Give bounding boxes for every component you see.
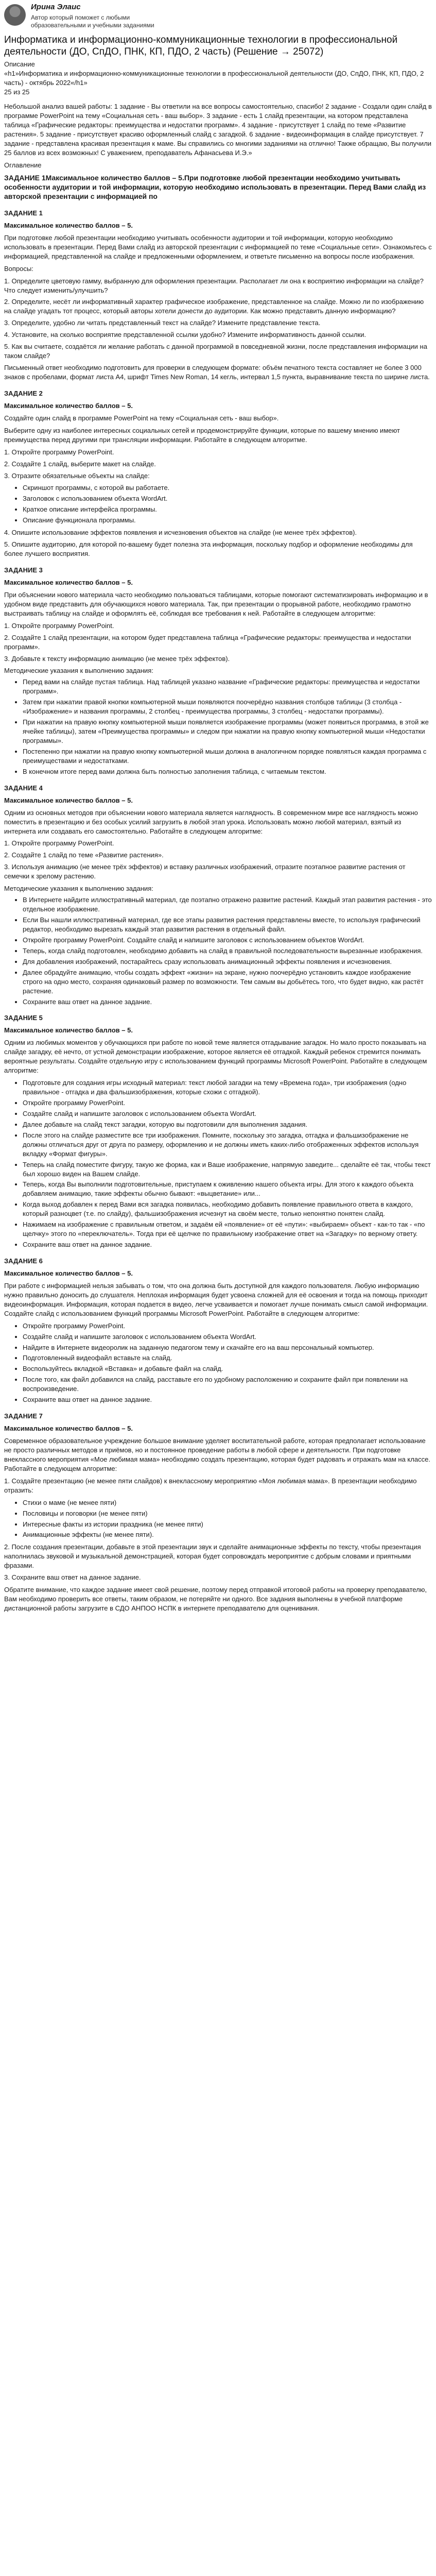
task2-paragraph: Выберите одну из наиболее интересных социальных сетей и продемонстрируйте функции, которые по вашему мнению имеют преимущества перед другими при трансляции информации. Работайте в следующем алгоритме. — [4, 426, 400, 444]
task7-steps — [4, 1477, 432, 1495]
toc-label: Оглавление — [4, 161, 42, 169]
author-description: Автор который поможет с любыми образовательными и учебными заданиями — [31, 13, 154, 29]
task3-methods — [4, 677, 432, 776]
task1-question: 1. Определите цветовую гамму, выбранную для оформления презентации. Располагает ли она к восприятию информации на слайде? Что следует изменить/улучшить? — [4, 277, 424, 294]
task1-question: Письменный ответ необходимо подготовить для проверки в следующем формате: объём печатного текста составляет не более 3 000 знаков с пробелами, формат листа А4, шрифт Times New Roman, 14 кегль, интервал 1,5 пункта, выравнивание текста по ширине листа. — [4, 364, 430, 381]
task2-step: 2. Создайте 1 слайд, выберите макет на слайде. — [4, 460, 156, 468]
task4-method: • Далее обрадуйте анимацию, чтобы создать эффект «жизни» на экране, нужно поочерёдно установить каждое изображение строго на одно место, сохраняя одинаковый размер по возможности. Тем самым вы добьётесь того, что будет видно, как растёт растение. — [23, 968, 432, 996]
task2-step: 5. Опишите аудиторию, для которой по-вашему будет полезна эта информация, поскольку подбор и оформление необходимы для более лучшего восприятия. — [4, 540, 413, 558]
task3-score: Максимальное количество баллов – 5. — [4, 578, 133, 586]
task6-method: • Подготовленный видеофайл вставьте на слайд. — [23, 1353, 432, 1363]
task5-method: • Далее добавьте на слайд текст загадки, которую вы подготовили для выполнения задания. — [23, 1120, 432, 1129]
task2-object: • Скриншот программы, с которой вы работаете. — [23, 483, 432, 493]
task5-method: • Создайте слайд и напишите заголовок с использованием объекта WordArt. — [23, 1109, 432, 1118]
task7-steps-after — [4, 1543, 432, 1582]
task1-question: 3. Определите, удобно ли читать представленный текст на слайде? Измените представление текста. — [4, 319, 321, 327]
task4-step: 3. Используя анимацию (не менее трёх эффектов) и вставку различных изображений, отразите поэтапное развитие растения от семечки к зрелому растению. — [4, 863, 406, 880]
task3-method: • При нажатии на правую кнопку компьютерной мыши появляется изображение программы (может появиться программа, в этой же ячейке таблицы), затем «Преимущества программы» и следом при нажатии на правую кнопку компьютерной мыши «Недостатки программы». — [23, 718, 432, 745]
task7-object: • Пословицы и поговорки (не менее пяти) — [23, 1509, 432, 1518]
task1-intro: При подготовке любой презентации необходимо учитывать особенности аудитории и той информации, которую необходимо использовать в презентации. Перед Вами слайд из авторской презентации с информацией по теме «Социальные сети». Ознакомьтесь с информацией, представленной на слайде и предложенными оформлением, и ответьте письменно на вопросы после изображения. — [4, 233, 432, 260]
task4-method: • Теперь, когда слайд подготовлен, необходимо добавить на слайд в правильной последовательности вырезанные изображения. — [23, 946, 432, 956]
task7-intro: Современное образовательное учреждение большое внимание уделяет воспитательной работе, которая предполагает использование не просто различных методов и приёмов, но и постоянное проведение работы в любой сфере и деятельности. При подготовке внеклассного мероприятия «Мое любимая мама» необходимо создать презентацию, которая будет радовать и отражать мам на классе. Работайте в следующем алгоритме: — [4, 1437, 430, 1472]
task4-steps — [4, 839, 432, 881]
task5-score: Максимальное количество баллов – 5. — [4, 1026, 133, 1035]
task6-method: • Найдите в Интернете видеоролик на заданную педагогом тему и скачайте его на ваш персональный компьютер. — [23, 1343, 432, 1352]
task4-step: 2. Создайте 1 слайд по теме «Развитие растения». — [4, 851, 164, 859]
task4-intro: Одним из основных методов при объяснении нового материала является наглядность. В современном мире все наглядность можно поместить в презентацию и без особых усилий загрузить в любой этап урока. Использовать можно любой материал, взятый из интернета или создавать его самостоятельно. Работайте в следующем алгоритме: — [4, 808, 418, 835]
task2-intro: Создайте один слайд в программе PowerPoint на тему «Социальная сеть - ваш выбор». — [4, 414, 279, 422]
task1-question: 4. Установите, на сколько восприятие представленной ссылки удобно? Измените информативность данной ссылки. — [4, 331, 367, 339]
task3-steps — [4, 621, 432, 664]
author-info — [31, 2, 185, 30]
task2-object: • Заголовок с использованием объекта WordArt. — [23, 494, 432, 503]
task2-heading: ЗАДАНИЕ 2 — [4, 389, 43, 397]
task3-method: • В конечном итоге перед вами должна быть полностью заполнения таблица, с читаемым текстом. — [23, 767, 432, 776]
task5-method: • Нажимаем на изображение с правильным ответом, и задаём ей «появление» от её «пути»: «выбираем» объект - как-то так - «по щелчку» этого по «переключатель». Тогда при её щелчке по правильному изображение ответ на «Загадку» по верному ответу. — [23, 1220, 432, 1239]
author-avatar[interactable] — [4, 4, 26, 26]
task7-step: 3. Сохраните ваш ответ на данное задание. — [4, 1573, 141, 1582]
teacher-feedback: Небольшой анализ вашей работы: 1 задание - Вы ответили на все вопросы самостоятельно, спасибо! 2 задание - Создали один слайд в программе PowerPoint на тему «Социальная сеть - ваш выбор». 3 задание - есть 1 слайд презентации, на котором представлена таблица «Графические редакторы: преимущества и недостатки программ». 4 задание - присутствует 1 слайд по теме «Развитие растения». 5 задание - присутствует красиво оформленный слайд с загадкой. 6 задание - видеоинформация в слайде присутствует. 7 задание - представлена красивая презентация к маме. Вы справились со многими заданиями на отлично! Также обращаю, Вы получили 25 баллов из всех возможных! С уважением, преподаватель Афанасьева И.Э.» — [4, 102, 432, 157]
task3-method: • Перед вами на слайде пустая таблица. Над таблицей указано название «Графические редакторы: преимущества и недостатки программ». — [23, 677, 432, 696]
task6-intro: При работе с информацией нельзя забывать о том, что она должна быть доступной для каждого пользователя. Любую информацию нужно правильно доносить до слушателя. Неплохая информация будет усвоена сложней для её освоения и тогда на помощь приходит видеоинформация. Информация, которая подается в видео, легче усваивается и помогает лучше понимать смысл самой информации. Создайте слайд с использованием функций программы Microsoft PowerPoint. Работайте в следующем алгоритме: — [4, 1281, 428, 1317]
task6-method: • После того, как файл добавился на слайд, расставьте его по удобному расположению и сохраните файл при появлении на воспроизведение. — [23, 1375, 432, 1394]
task7-score: Максимальное количество баллов – 5. — [4, 1425, 133, 1433]
author-block — [4, 2, 432, 30]
task2-score: Максимальное количество баллов – 5. — [4, 401, 133, 410]
task7-heading: ЗАДАНИЕ 7 — [4, 1412, 43, 1420]
task2-objects — [4, 483, 432, 525]
task1-question: 5. Как вы считаете, создаётся ли желание работать с данной программой в повседневной жизни, после представления информации на таком слайде? — [4, 343, 427, 360]
task5-method: • Сохраните ваш ответ на данное задание. — [23, 1240, 432, 1249]
task6-methods — [4, 1321, 432, 1405]
task5-method: • После этого на слайде разместите все три изображения. Помните, поскольку это загадка, отгадка и фальшизображение не должны отличаться друг от друга по размеру, оформлению и не должны иметь каких-либо отображенных эффектов используя вкладку «Формат фигуры». — [23, 1131, 432, 1159]
task2-steps-after — [4, 528, 432, 558]
task4-method: • В Интернете найдите иллюстративный материал, где поэтапно отражено развитие растений. Каждый этап развития растения - это отдельное изображение. — [23, 895, 432, 914]
task2-object: • Описание функционала программы. — [23, 516, 432, 525]
author-name[interactable]: Ирина Элаис — [31, 3, 81, 11]
document-title: Информатика и информационно-коммуникационные технологии в профессиональной деятельности (ДО, СпДО, ПНК, КП, ПДО, 2 часть) (Решение → 25072) — [4, 34, 398, 58]
task4-methods-label: Методические указания к выполнению задания: — [4, 885, 153, 893]
task7-object: • Интересные факты из истории праздника (не менее пяти) — [23, 1520, 432, 1529]
task3-step: 2. Создайте 1 слайд презентации, на котором будет представлена таблица «Графические редакторы: преимущества и недостатки программ». — [4, 633, 411, 651]
task6-method: • Сохраните ваш ответ на данное задание. — [23, 1395, 432, 1404]
task1-heading: ЗАДАНИЕ 1 — [4, 209, 43, 217]
score-text: 25 из 25 — [4, 88, 30, 96]
task4-heading: ЗАДАНИЕ 4 — [4, 784, 43, 792]
task5-methods — [4, 1078, 432, 1249]
task2-step: 3. Отразите обязательные объекты на слайде: — [4, 471, 150, 480]
task4-step: 1. Откройте программу PowerPoint. — [4, 839, 114, 848]
task5-method: • Теперь на слайд поместите фигуру, такую же форма, как и Ваше изображение, напрямую заведите... сделайте её так, чтобы текст был хорошо виден на Вашем слайде. — [23, 1160, 432, 1179]
task7-objects — [4, 1498, 432, 1540]
task5-method: • Теперь, когда Вы выполнили подготовительные, приступаем к оживлению нашего объекта игры. Для этого к каждого объекта добавляем анимацию, такие эффекты обычно бывают: «выцветание» или... — [23, 1180, 432, 1198]
task4-methods — [4, 895, 432, 1006]
task7-step: 2. После создания презентации, добавьте в этой презентации звук и сделайте анимационные эффекты по тексту, чтобы презентация наполнилась звуковой и музыкальной демонстрацией, которая будет сопровождать мероприятие с добрым словами и приятными фразами. — [4, 1543, 421, 1570]
description-text: «h1»Информатика и информационно-коммуникационные технологии в профессиональной деятельности (ДО, СпДО, ПНК, КП, ПДО, 2 часть) - октябрь 2022«/h1» — [4, 70, 424, 87]
task5-heading: ЗАДАНИЕ 5 — [4, 1014, 43, 1022]
task7-object: • Анимационные эффекты (не менее пяти). — [23, 1530, 432, 1539]
task3-methods-label: Методические указания к выполнению задания: — [4, 667, 153, 675]
task4-method: • Откройте программу PowerPoint. Создайте слайд и напишите заголовок с использованием объектов WordArt. — [23, 936, 432, 945]
task4-method: • Сохраните ваш ответ на данное задание. — [23, 997, 432, 1007]
task2-step: 1. Откройте программу PowerPoint. — [4, 448, 114, 456]
task3-heading: ЗАДАНИЕ 3 — [4, 566, 43, 574]
task4-method: • Для добавления изображений, постарайтесь сразу использовать анимационный эффекты появления и исчезновения. — [23, 957, 432, 967]
task4-score: Максимальное количество баллов – 5. — [4, 796, 133, 804]
task5-method: • Откройте программу PowerPoint. — [23, 1098, 432, 1108]
task7-closing: Обратите внимание, что каждое задание имеет свой решение, поэтому перед отправкой итоговой работы на проверку преподавателю, Вам необходимо проверить все ответы, таким образом, не потеряйте ни одного. Все задания выполнены в учебной платформе дистанционной работы загрузите в СДО АНПОО НСПК в интернете преподавателю для оценивания. — [4, 1586, 427, 1612]
task3-step: 3. Добавьте к тексту информацию анимацию (не менее трёх эффектов). — [4, 654, 230, 663]
task5-method: • Когда выход добавлен к перед Вами вся загадка появилась, необходимо добавить появление правильного ответа в каждого, который разноцвет (т.е. по слайду), фальшизображения исчезнут на своём месте, только непонятно понятен слайд. — [23, 1200, 432, 1218]
task2-steps — [4, 448, 432, 481]
task6-method: • Воспользуйтесь вкладкой «Вставка» и добавьте файл на слайд. — [23, 1364, 432, 1374]
task1-question: 2. Определите, несёт ли информативный характер графическое изображение, представленное на слайде. Можно ли по изображению на слайде угадать тот процесс, который авторы хотели донести до аудитории. Как можно представить данную информацию? — [4, 298, 424, 315]
task5-intro: Одним из любимых моментов у обучающихся при работе по новой теме является отгадывание загадок. Но мало просто показывать на слайде загадку, её нечто, от устной демонстрации изображение, которое является её отгадкой. Каждый ребенок стремится понимать вероятные результаты. Создайте отдельную игру с использованием функций программы Microsoft PowerPoint. Работайте в следующем алгоритме: — [4, 1039, 427, 1075]
task3-intro: При объяснении нового материала часто необходимо пользоваться таблицами, которые помогают систематизировать информацию и в удобном виде представить для обучающихся нового материала. Так, при презентации о прорывной работе, необходимо грамотно выстраивать таблицу на слайде и оформлять её, соблюдая все требования к ней. Работайте в следующем алгоритме: — [4, 590, 428, 617]
task3-step: 1. Откройте программу PowerPoint. — [4, 621, 114, 630]
description-label: Описание — [4, 60, 35, 69]
intro-heading: ЗАДАНИЕ 1Максимальное количество баллов – 5.При подготовке любой презентации необходимо учитывать особенности аудитории и той информации, которую необходимо использовать в презентации. Перед Вами слайд из авторской презентации с информацией по — [4, 173, 426, 201]
task3-method: • Затем при нажатии правой кнопки компьютерной мыши появляются поочерёдно названия столбцов таблицы (3 столбца - «Изображение» и названия программы, 2 столбец - преимущества программы, 3 столбец - недостатки программы). — [23, 698, 432, 716]
task7-step: 1. Создайте презентацию (не менее пяти слайдов) к внеклассному мероприятию «Моя любимая мама». В презентации необходимо отразить: — [4, 1477, 417, 1494]
task3-method: • Постепенно при нажатии на правую кнопку компьютерной мыши должна в аналогичном порядке появляться каждая программа с преимуществами и недостатками. — [23, 747, 432, 766]
task1-questions — [4, 277, 432, 382]
task6-heading: ЗАДАНИЕ 6 — [4, 1257, 43, 1265]
task1-score: Максимальное количество баллов – 5. — [4, 221, 133, 229]
task4-method: • Если Вы нашли иллюстративный материал, где все этапы развития растения представлены вместе, то используя графический редактор, необходимо вырезать каждый этап развития растения в отдельный файл. — [23, 916, 432, 934]
task6-method: • Откройте программу PowerPoint. — [23, 1321, 432, 1331]
task1-questions-label: Вопросы: — [4, 264, 33, 273]
task6-method: • Создайте слайд и напишите заголовок с использованием объекта WordArt. — [23, 1332, 432, 1342]
task5-method: • Подготовьте для создания игры исходный материал: текст любой загадки на тему «Времена года», три изображения (одно правильное - отгадка и два фальшизображения, которые схожи с отгадкой). — [23, 1078, 432, 1097]
task7-object: • Стихи о маме (не менее пяти) — [23, 1498, 432, 1507]
task6-score: Максимальное количество баллов – 5. — [4, 1269, 133, 1277]
task2-object: • Краткое описание интерфейса программы. — [23, 505, 432, 514]
task2-step: 4. Опишите использование эффектов появления и исчезновения объектов на слайде (не менее трёх эффектов). — [4, 529, 357, 537]
